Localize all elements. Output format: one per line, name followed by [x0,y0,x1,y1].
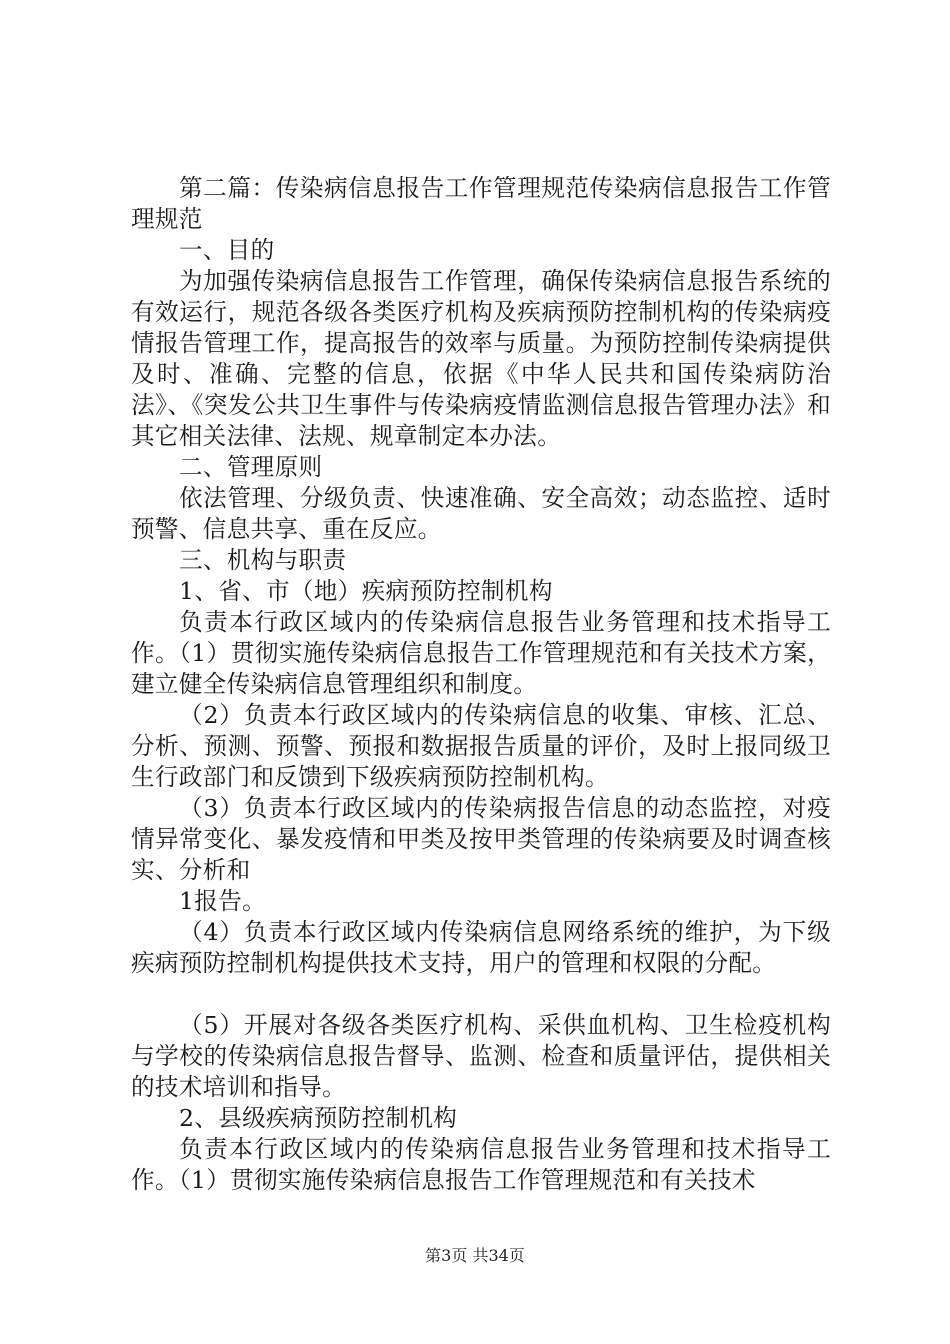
paragraph: （2）负责本行政区域内的传染病信息的收集、审核、汇总、分析、预测、预警、预报和数据报告质量的评价，及时上报同级卫生行政部门和反馈到下级疾病预防控制机构。 [131,701,831,791]
paragraph: 为加强传染病信息报告工作管理，确保传染病信息报告系统的有效运行，规范各级各类医疗机构及疾病预防控制机构的传染病疫情报告管理工作，提高报告的效率与质量。为预防控制传染病提供及时、准确、完整的信息，依据《中华人民共和国传染病防治法》、《突发公共卫生事件与传染病疫情监测信息报告管理办法》和其它相关法律、法规、规章制定本办法。 [131,267,831,450]
section-heading: 二、管理原则 [179,453,323,481]
paragraph: （4）负责本行政区域内传染病信息网络系统的维护，为下级疾病预防控制机构提供技术支持，用户的管理和权限的分配。 [131,918,831,977]
paragraph: 负责本行政区域内的传染病信息报告业务管理和技术指导工作。（1）贯彻实施传染病信息报告工作管理规范和有关技术方案，建立健全传染病信息管理组织和制度。 [131,608,831,698]
paragraph: 依法管理、分级负责、快速准确、安全高效；动态监控、适时预警、信息共享、重在反应。 [131,484,831,543]
paragraph: 1报告。 [179,887,266,915]
page-number-footer: 第3页 共34页 [425,1246,525,1265]
document-body [131,173,831,1196]
section-heading: 三、机构与职责 [179,546,347,574]
paragraph: 负责本行政区域内的传染病信息报告业务管理和技术指导工作。（1）贯彻实施传染病信息报告工作管理规范和有关技术 [131,1135,831,1194]
subsection-heading: 2、县级疾病预防控制机构 [179,1104,458,1132]
section-heading: 一、目的 [179,236,275,264]
paragraph: （3）负责本行政区域内的传染病报告信息的动态监控，对疫情异常变化、暴发疫情和甲类及按甲类管理的传染病要及时调查核实、分析和 [131,794,831,884]
subsection-heading: 1、省、市（地）疾病预防控制机构 [179,577,553,605]
document-title: 第二篇：传染病信息报告工作管理规范传染病信息报告工作管理规范 [131,174,831,233]
paragraph: （5）开展对各级各类医疗机构、采供血机构、卫生检疫机构与学校的传染病信息报告督导、监测、检查和质量评估，提供相关的技术培训和指导。 [131,1011,831,1101]
